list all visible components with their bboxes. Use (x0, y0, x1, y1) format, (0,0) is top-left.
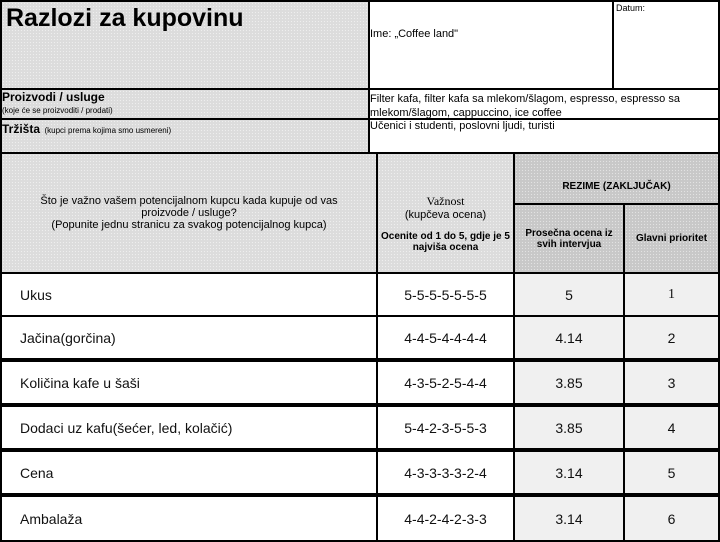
priority-cell: 6 (623, 495, 720, 542)
ratings-cell[interactable]: 5-4-2-3-5-5-3 (376, 405, 515, 450)
products-sub: (koje će se proizvoditi / prodati) (2, 106, 113, 115)
average-cell: 3.85 (513, 360, 625, 405)
page-title: Razlozi za kupovinu (6, 4, 244, 32)
ratings-cell[interactable]: 5-5-5-5-5-5-5 (376, 272, 515, 317)
priority-cell: 1 (623, 272, 720, 317)
title-cell (0, 0, 370, 90)
priority-cell: 4 (623, 405, 720, 450)
priority-cell: 5 (623, 450, 720, 495)
question-text: Što je važno vašem potencijalnom kupcu kada kupuje od vas proizvode / usluge? (40, 195, 338, 219)
factor-cell[interactable]: Količina kafe u šaši (0, 360, 378, 405)
question-note: (Popunite jednu stranicu za svakog potencijalnog kupca) (51, 219, 327, 231)
summary-header: REZIME (ZAKLJUČAK) (513, 152, 720, 205)
average-cell: 4.14 (513, 315, 625, 360)
products-value[interactable]: Filter kafa, filter kafa sa mlekom/šlagom, espresso, espresso sa mlekom/šlagom, cappuccino, ice coffee (368, 88, 720, 120)
markets-heading: Tržišta (2, 122, 41, 136)
ratings-cell[interactable]: 4-3-3-3-3-2-4 (376, 450, 515, 495)
markets-sub: (kupci prema kojima smo usmereni) (44, 126, 172, 135)
factor-cell[interactable]: Jačina(gorčina) (0, 315, 378, 360)
ratings-cell[interactable]: 4-3-5-2-5-4-4 (376, 360, 515, 405)
products-heading: Proizvodi / usluge (2, 90, 105, 104)
priority-cell: 3 (623, 360, 720, 405)
priority-header: Glavni prioritet (623, 203, 720, 274)
ratings-cell[interactable]: 4-4-2-4-2-3-3 (376, 495, 515, 542)
factor-cell[interactable]: Cena (0, 450, 378, 495)
products-label-cell (0, 88, 370, 120)
importance-sub: (kupčeva ocena) (404, 208, 487, 221)
importance-note: Ocenite od 1 do 5, gdje je 5 najviša ocena (381, 230, 510, 253)
priority-cell: 2 (623, 315, 720, 360)
name-cell[interactable] (368, 0, 614, 90)
factor-cell[interactable]: Ukus (0, 272, 378, 317)
average-cell: 5 (513, 272, 625, 317)
date-cell[interactable] (612, 0, 720, 90)
average-cell: 3.85 (513, 405, 625, 450)
ratings-cell[interactable]: 4-4-5-4-4-4-4 (376, 315, 515, 360)
average-cell: 3.14 (513, 450, 625, 495)
importance-title: Važnost (426, 193, 465, 208)
average-header: Prosečna ocena iz svih intervjua (513, 203, 625, 274)
name-label: Ime: „Coffee land" (370, 28, 459, 40)
date-label: Datum: (616, 3, 646, 13)
question-header (0, 152, 378, 274)
factor-cell[interactable]: Ambalaža (0, 495, 378, 542)
importance-header (376, 152, 515, 274)
factor-cell[interactable]: Dodaci uz kafu(šećer, led, kolačić) (0, 405, 378, 450)
markets-label-cell (0, 118, 370, 154)
average-cell: 3.14 (513, 495, 625, 542)
markets-value[interactable]: Učenici i studenti, poslovni ljudi, turisti (368, 118, 720, 154)
